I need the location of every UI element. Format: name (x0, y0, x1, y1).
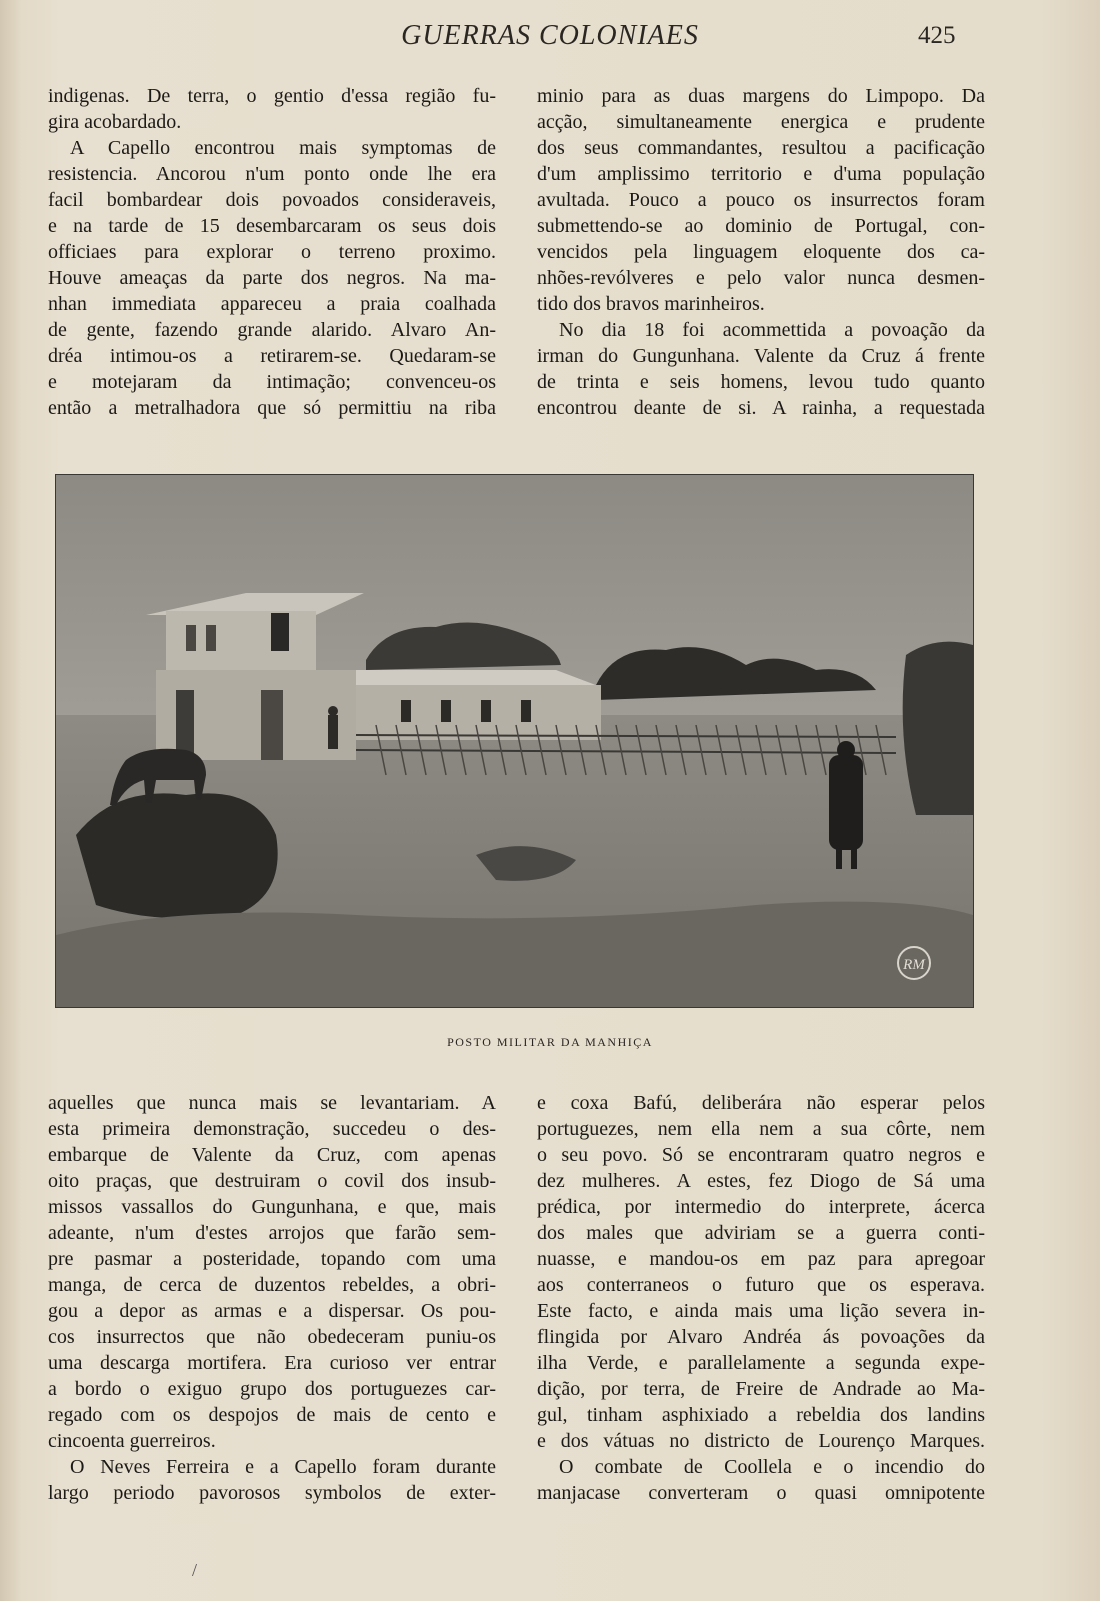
text-column-top-left (48, 83, 496, 421)
text-line: A Capello encontrou mais symptomas de (70, 137, 496, 159)
text-line: adeante, n'um d'estes arrojos que farão sem- (48, 1222, 496, 1244)
text-line: o seu povo. Só se encontraram quatro negros e (537, 1144, 985, 1166)
text-line: tido dos bravos marinheiros. (537, 293, 765, 315)
photograph-military-post (55, 474, 974, 1008)
text-line: manga, de cerca de duzentos rebeldes, a obri- (48, 1274, 496, 1296)
text-line: e coxa Bafú, deliberára não esperar pelos (537, 1092, 985, 1114)
text-line: dição, por terra, de Freire de Andrade ao Ma- (537, 1378, 985, 1400)
figure-caption: POSTO MILITAR DA MANHIÇA (447, 1035, 653, 1049)
text-line: No dia 18 foi acommettida a povoação da (559, 319, 985, 341)
running-title: GUERRAS COLONIAES (401, 20, 699, 51)
text-line: dez mulheres. A estes, fez Diogo de Sá uma (537, 1170, 985, 1192)
text-line: e motejaram da intimação; convenceu-os (48, 371, 496, 393)
text-line: e na tarde de 15 desembarcaram os seus dois (48, 215, 496, 237)
text-line: largo periodo pavorosos symbolos de exter- (48, 1482, 496, 1504)
text-line: O Neves Ferreira e a Capello foram durante (70, 1456, 496, 1478)
photographer-monogram: RM (903, 957, 925, 973)
text-line: gul, tinham asphixiado a rebeldia dos landins (537, 1404, 985, 1426)
text-line: de gente, fazendo grande alarido. Alvaro An- (48, 319, 496, 341)
text-line: irman do Gungunhana. Valente da Cruz á frente (537, 345, 985, 367)
text-line: dréa intimou-os a retirarem-se. Quedaram-se (48, 345, 496, 367)
text-line: de trinta e seis homens, levou tudo quanto (537, 371, 985, 393)
text-line: gou a depor as armas e a dispersar. Os pou- (48, 1300, 496, 1322)
text-line: minio para as duas margens do Limpopo. Da (537, 85, 985, 107)
text-line: submettendo-se ao dominio de Portugal, con- (537, 215, 985, 237)
text-line: O combate de Coollela e o incendio do (559, 1456, 985, 1478)
text-line: portuguezes, nem ella nem a sua côrte, nem (537, 1118, 985, 1140)
text-line: officiaes para explorar o terreno proximo. (48, 241, 496, 263)
text-line: manjacase converteram o quasi omnipotente (537, 1482, 985, 1504)
window (271, 613, 289, 651)
text-column-bottom-left (48, 1090, 496, 1506)
text-line: cos insurrectos que não obedeceram puniu-os (48, 1326, 496, 1348)
text-line: indigenas. De terra, o gentio d'essa região fu- (48, 85, 496, 107)
text-line: flingida por Alvaro Andréa ás povoações da (537, 1326, 985, 1348)
text-line: nhan immediata appareceu a praia coalhada (48, 293, 496, 315)
text-line: embarque de Valente da Cruz, com apenas (48, 1144, 496, 1166)
text-line: dos seus commandantes, resultou a pacificação (537, 137, 985, 159)
text-line: nhões-revólveres e pelo valor nunca desmen- (537, 267, 985, 289)
text-line: a bordo o exiguo grupo dos portuguezes car- (48, 1378, 496, 1400)
text-column-bottom-right (537, 1090, 985, 1506)
text-line: e dos vátuas no districto de Lourenço Marques. (537, 1430, 985, 1452)
text-line: aos conterraneos o futuro que os esperava. (537, 1274, 985, 1296)
text-line: avultada. Pouco a pouco os insurrectos foram (537, 189, 985, 211)
text-line: oito praças, que destruiram o covil dos insub- (48, 1170, 496, 1192)
text-line: ilha Verde, e parallelamente a segunda expe- (537, 1352, 985, 1374)
text-line: dos males que adviriam se a guerra conti- (537, 1222, 985, 1244)
text-line: facil bombardear dois povoados consideraveis, (48, 189, 496, 211)
text-line: Este facto, e ainda mais uma lição severa in- (537, 1300, 985, 1322)
text-line: esta primeira demonstração, succedeu o des- (48, 1118, 496, 1140)
text-line: aquelles que nunca mais se levantariam. A (48, 1092, 496, 1114)
text-line: uma descarga mortifera. Era curioso ver entrar (48, 1352, 496, 1374)
text-line: gira acobardado. (48, 111, 182, 133)
footer-mark: / (192, 1560, 198, 1580)
page-number: 425 (918, 22, 956, 49)
text-line: então a metralhadora que só permittiu na riba (48, 397, 496, 419)
text-line: prédica, por intermedio do interprete, ácerca (537, 1196, 985, 1218)
text-line: resistencia. Ancorou n'um ponto onde lhe era (48, 163, 496, 185)
text-line: d'um amplissimo territorio e d'uma população (537, 163, 985, 185)
text-column-top-right (537, 83, 985, 421)
text-line: nuasse, e mandou-os em paz para apregoar (537, 1248, 985, 1270)
text-line: regado com os despojos de mais de cento e (48, 1404, 496, 1426)
text-line: pre pasmar a posteridade, topando com uma (48, 1248, 496, 1270)
text-line: encontrou deante de si. A rainha, a requestada (537, 397, 985, 419)
text-line: acção, simultaneamente energica e prudente (537, 111, 985, 133)
text-line: vencidos pela linguagem eloquente dos ca- (537, 241, 985, 263)
text-line: missos vassallos do Gungunhana, e que, mais (48, 1196, 496, 1218)
text-line: Houve ameaças da parte dos negros. Na ma- (48, 267, 496, 289)
text-line: cincoenta guerreiros. (48, 1430, 216, 1452)
